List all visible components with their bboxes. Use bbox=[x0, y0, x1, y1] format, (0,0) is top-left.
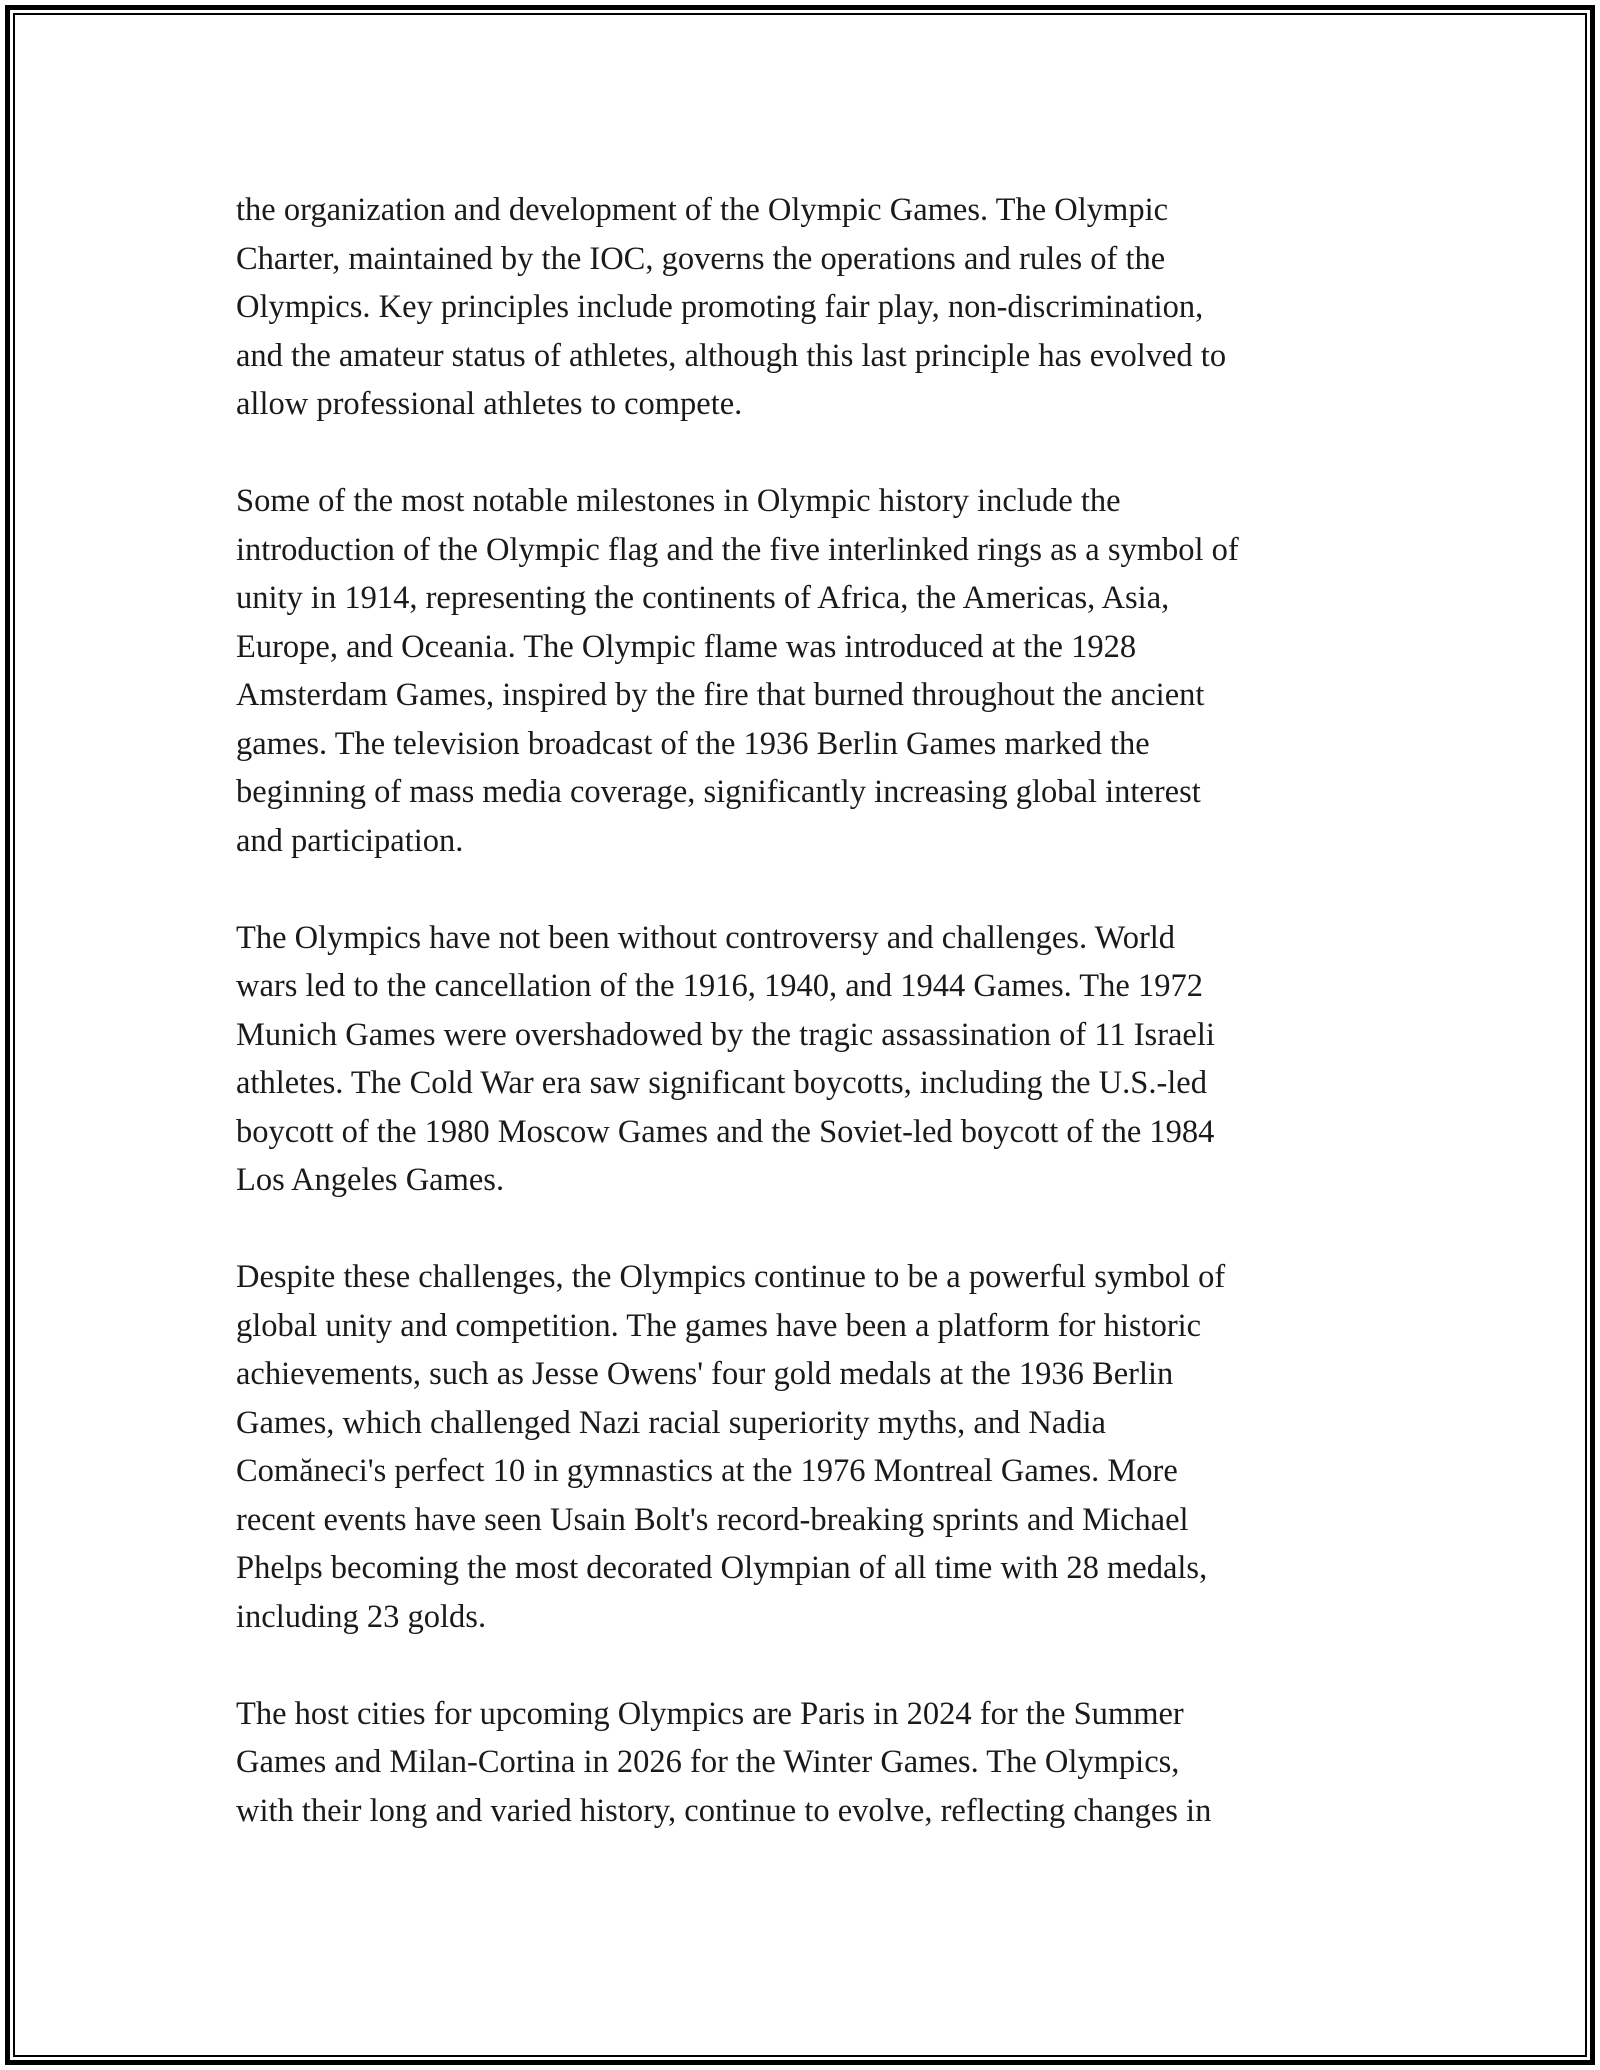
paragraph-milestones bbox=[236, 477, 1386, 865]
text-line: Los Angeles Games. bbox=[236, 1162, 505, 1198]
paragraph-achievements bbox=[236, 1253, 1386, 1641]
text-line: The host cities for upcoming Olympics are Paris in 2024 for the Summer bbox=[236, 1695, 1184, 1732]
text-line: achievements, such as Jesse Owens' four gold medals at the 1936 Berlin bbox=[236, 1356, 1174, 1392]
text-line: The Olympics have not been without controversy and challenges. World bbox=[236, 919, 1176, 956]
text-line: unity in 1914, representing the continents of Africa, the Americas, Asia, bbox=[236, 580, 1170, 616]
text-line: the organization and development of the Olympic Games. The Olympic bbox=[236, 192, 1169, 228]
text-line: with their long and varied history, continue to evolve, reflecting changes in bbox=[236, 1792, 1212, 1829]
text-line: Games and Milan-Cortina in 2026 for the Winter Games. The Olympics, bbox=[236, 1744, 1180, 1780]
text-line: including 23 golds. bbox=[236, 1598, 487, 1635]
text-line: introduction of the Olympic flag and the five interlinked rings as a symbol of bbox=[236, 531, 1239, 568]
text-line: Some of the most notable milestones in Olympic history include the bbox=[236, 483, 1121, 519]
text-line: Phelps becoming the most decorated Olympian of all time with 28 medals, bbox=[236, 1550, 1208, 1586]
text-line: Olympics. Key principles include promoting fair play, non-discrimination, bbox=[236, 289, 1204, 325]
text-line: Europe, and Oceania. The Olympic flame was introduced at the 1928 bbox=[236, 628, 1137, 665]
text-line: Amsterdam Games, inspired by the fire that burned throughout the ancient bbox=[236, 677, 1205, 713]
text-line: allow professional athletes to compete. bbox=[236, 386, 743, 422]
text-line: wars led to the cancellation of the 1916, 1940, and 1944 Games. The 1972 bbox=[236, 968, 1203, 1004]
text-line: recent events have seen Usain Bolt's record-breaking sprints and Michael bbox=[236, 1501, 1189, 1538]
text-line: Games, which challenged Nazi racial superiority myths, and Nadia bbox=[236, 1404, 1106, 1441]
paragraph-controversies bbox=[236, 914, 1386, 1205]
paragraph-olympic-charter bbox=[236, 186, 1386, 429]
document-body bbox=[236, 186, 1386, 1835]
text-line: Munich Games were overshadowed by the tragic assassination of 11 Israeli bbox=[236, 1016, 1215, 1053]
text-line: global unity and competition. The games have been a platform for historic bbox=[236, 1307, 1202, 1344]
text-line: beginning of mass media coverage, significantly increasing global interest bbox=[236, 774, 1201, 810]
text-line: Charter, maintained by the IOC, governs the operations and rules of the bbox=[236, 240, 1166, 277]
text-line: games. The television broadcast of the 1936 Berlin Games marked the bbox=[236, 725, 1150, 762]
paragraph-host-cities bbox=[236, 1690, 1386, 1836]
text-line: and the amateur status of athletes, although this last principle has evolved to bbox=[236, 337, 1227, 374]
text-line: athletes. The Cold War era saw significant boycotts, including the U.S.-led bbox=[236, 1065, 1207, 1101]
text-line: and participation. bbox=[236, 822, 464, 859]
text-line: Despite these challenges, the Olympics continue to be a powerful symbol of bbox=[236, 1259, 1226, 1295]
text-line: boycott of the 1980 Moscow Games and the Soviet-led boycott of the 1984 bbox=[236, 1113, 1215, 1150]
text-line: Comăneci's perfect 10 in gymnastics at the 1976 Montreal Games. More bbox=[236, 1453, 1178, 1489]
